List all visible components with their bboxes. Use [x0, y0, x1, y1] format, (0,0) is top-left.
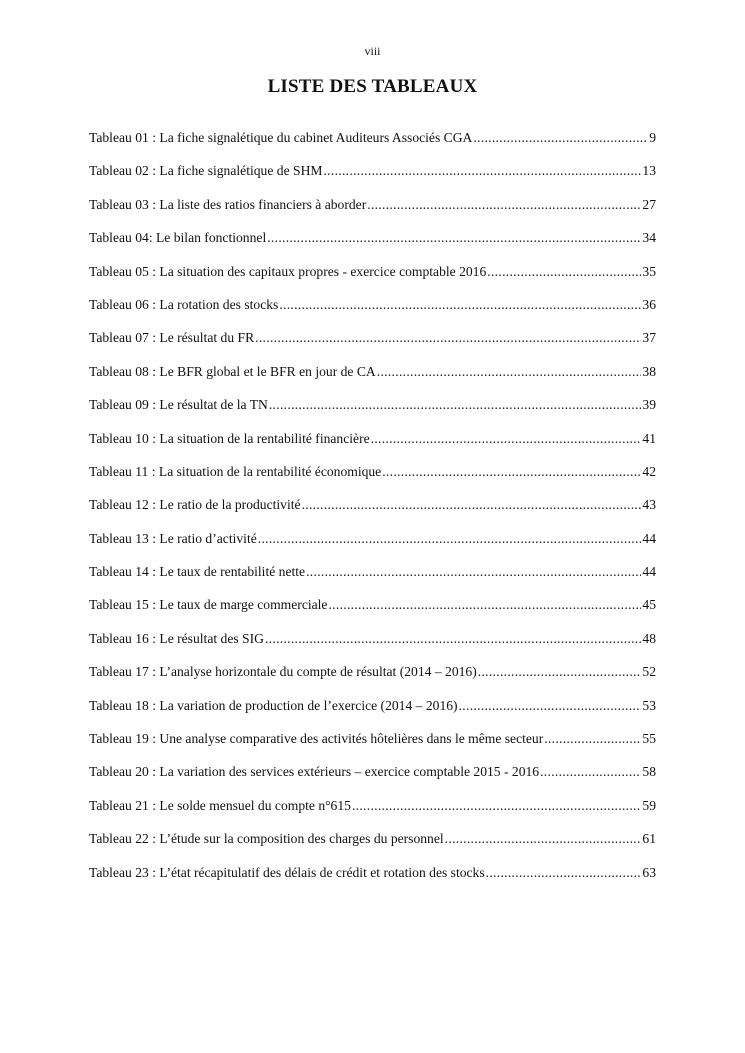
toc-entry-label: Tableau 06 : La rotation des stocks: [89, 296, 279, 312]
toc-entry-label: Tableau 20 : La variation des services extérieurs – exercice comptable 2015 - 2016: [89, 764, 540, 780]
toc-entry-page: 58: [642, 764, 656, 780]
dot-leader: [377, 364, 642, 380]
toc-entry-label: Tableau 16 : Le résultat des SIG: [89, 630, 264, 646]
toc-entry-label: Tableau 13 : Le ratio d’activité: [89, 530, 257, 546]
toc-entry: [89, 264, 656, 297]
dot-leader: [459, 698, 642, 714]
dot-leader: [323, 163, 641, 179]
dot-leader: [544, 731, 641, 747]
toc-entry: [89, 798, 656, 831]
toc-entry: [89, 531, 656, 564]
toc-entry: [89, 431, 656, 464]
dot-leader: [540, 764, 641, 780]
toc-entry-label: Tableau 08 : Le BFR global et le BFR en jour de CA: [89, 363, 376, 379]
toc-entry: [89, 197, 656, 230]
toc-entry-label: Tableau 09 : Le résultat de la TN: [89, 397, 268, 413]
dot-leader: [478, 664, 642, 680]
toc-entry-page: 13: [642, 163, 656, 179]
toc-entry-page: 45: [642, 597, 656, 613]
toc-entry: [89, 364, 656, 397]
dot-leader: [258, 531, 642, 547]
toc-entry-page: 9: [649, 130, 656, 145]
toc-entry-page: 36: [642, 296, 656, 312]
dot-leader: [352, 798, 641, 814]
toc-entry-label: Tableau 10 : La situation de la rentabilité financière: [89, 430, 370, 446]
toc-entry-page: 38: [642, 363, 656, 379]
toc-entry: [89, 330, 656, 363]
toc-entry-page: 42: [642, 463, 656, 479]
toc-entry-label: Tableau 01 : La fiche signalétique du cabinet Auditeurs Associés CGA: [89, 130, 473, 145]
toc-entry: [89, 731, 656, 764]
toc-entry-label: Tableau 03 : La liste des ratios financiers à aborder: [89, 196, 367, 212]
toc-entry: [89, 698, 656, 731]
dot-leader: [267, 230, 641, 246]
page-number: viii: [364, 44, 381, 58]
toc-entry-page: 34: [642, 230, 656, 246]
toc-entry-label: Tableau 14 : Le taux de rentabilité nette: [89, 564, 306, 580]
toc-entry: [89, 130, 656, 163]
dot-leader: [269, 397, 642, 413]
toc-entry-page: 37: [642, 330, 656, 346]
page-title: LISTE DES TABLEAUX: [267, 76, 478, 97]
dot-leader: [487, 264, 641, 280]
dot-leader: [367, 197, 641, 213]
dot-leader: [486, 865, 642, 881]
toc-entry: [89, 631, 656, 664]
toc-entry-page: 39: [642, 397, 656, 413]
toc-entry-label: Tableau 02 : La fiche signalétique de SHM: [89, 163, 323, 179]
toc-entry: [89, 831, 656, 864]
toc-entry-page: 44: [642, 564, 656, 580]
toc-entry-page: 27: [642, 196, 656, 212]
toc-entry: [89, 497, 656, 530]
toc-entry-label: Tableau 04: Le bilan fonctionnel: [89, 230, 267, 246]
toc-entry: [89, 865, 656, 898]
toc-entry: [89, 230, 656, 263]
dot-leader: [302, 497, 642, 513]
toc-entry-page: 43: [642, 497, 656, 513]
dot-leader: [265, 631, 641, 647]
toc-entry-page: 35: [642, 263, 656, 279]
dot-leader: [255, 330, 641, 346]
toc-entry-label: Tableau 11 : La situation de la rentabilité économique: [89, 463, 382, 479]
toc-entry-page: 52: [642, 664, 656, 680]
dot-leader: [445, 831, 642, 847]
toc-entry: [89, 163, 656, 196]
toc-entry-label: Tableau 21 : Le solde mensuel du compte n°615: [89, 797, 351, 813]
toc-entry-page: 53: [642, 697, 656, 713]
toc-entry-label: Tableau 05 : La situation des capitaux propres - exercice comptable 2016: [89, 263, 487, 279]
toc-entry: [89, 764, 656, 797]
toc-entry: [89, 597, 656, 630]
toc-entry: [89, 397, 656, 430]
toc-entry-label: Tableau 15 : Le taux de marge commerciale: [89, 597, 328, 613]
dot-leader: [382, 464, 641, 480]
dot-leader: [306, 564, 641, 580]
toc-entry-label: Tableau 17 : L’analyse horizontale du compte de résultat (2014 – 2016): [89, 664, 477, 680]
dot-leader: [279, 297, 641, 313]
dot-leader: [473, 130, 648, 146]
toc-entry-label: Tableau 23 : L’état récapitulatif des délais de crédit et rotation des stocks: [89, 864, 485, 880]
toc-entry-page: 48: [642, 630, 656, 646]
dot-leader: [328, 597, 641, 613]
toc-entry-label: Tableau 12 : Le ratio de la productivité: [89, 497, 301, 513]
toc-entry-page: 44: [642, 530, 656, 546]
toc-entry-label: Tableau 19 : Une analyse comparative des activités hôtelières dans le même secteur: [89, 731, 544, 747]
toc-entry-page: 55: [642, 731, 656, 747]
toc-entry-page: 61: [642, 831, 656, 847]
toc-entry-label: Tableau 07 : Le résultat du FR: [89, 330, 255, 346]
toc-entry-label: Tableau 18 : La variation de production de l’exercice (2014 – 2016): [89, 697, 458, 713]
toc-entry-page: 63: [642, 864, 656, 880]
toc-entry-label: Tableau 22 : L’étude sur la composition des charges du personnel: [89, 831, 444, 847]
toc-entry: [89, 464, 656, 497]
toc-entry: [89, 664, 656, 697]
dot-leader: [371, 431, 642, 447]
toc-entry-page: 41: [642, 430, 656, 446]
toc-entry-page: 59: [642, 797, 656, 813]
toc-entry: [89, 297, 656, 330]
table-list: [89, 130, 656, 898]
toc-entry: [89, 564, 656, 597]
